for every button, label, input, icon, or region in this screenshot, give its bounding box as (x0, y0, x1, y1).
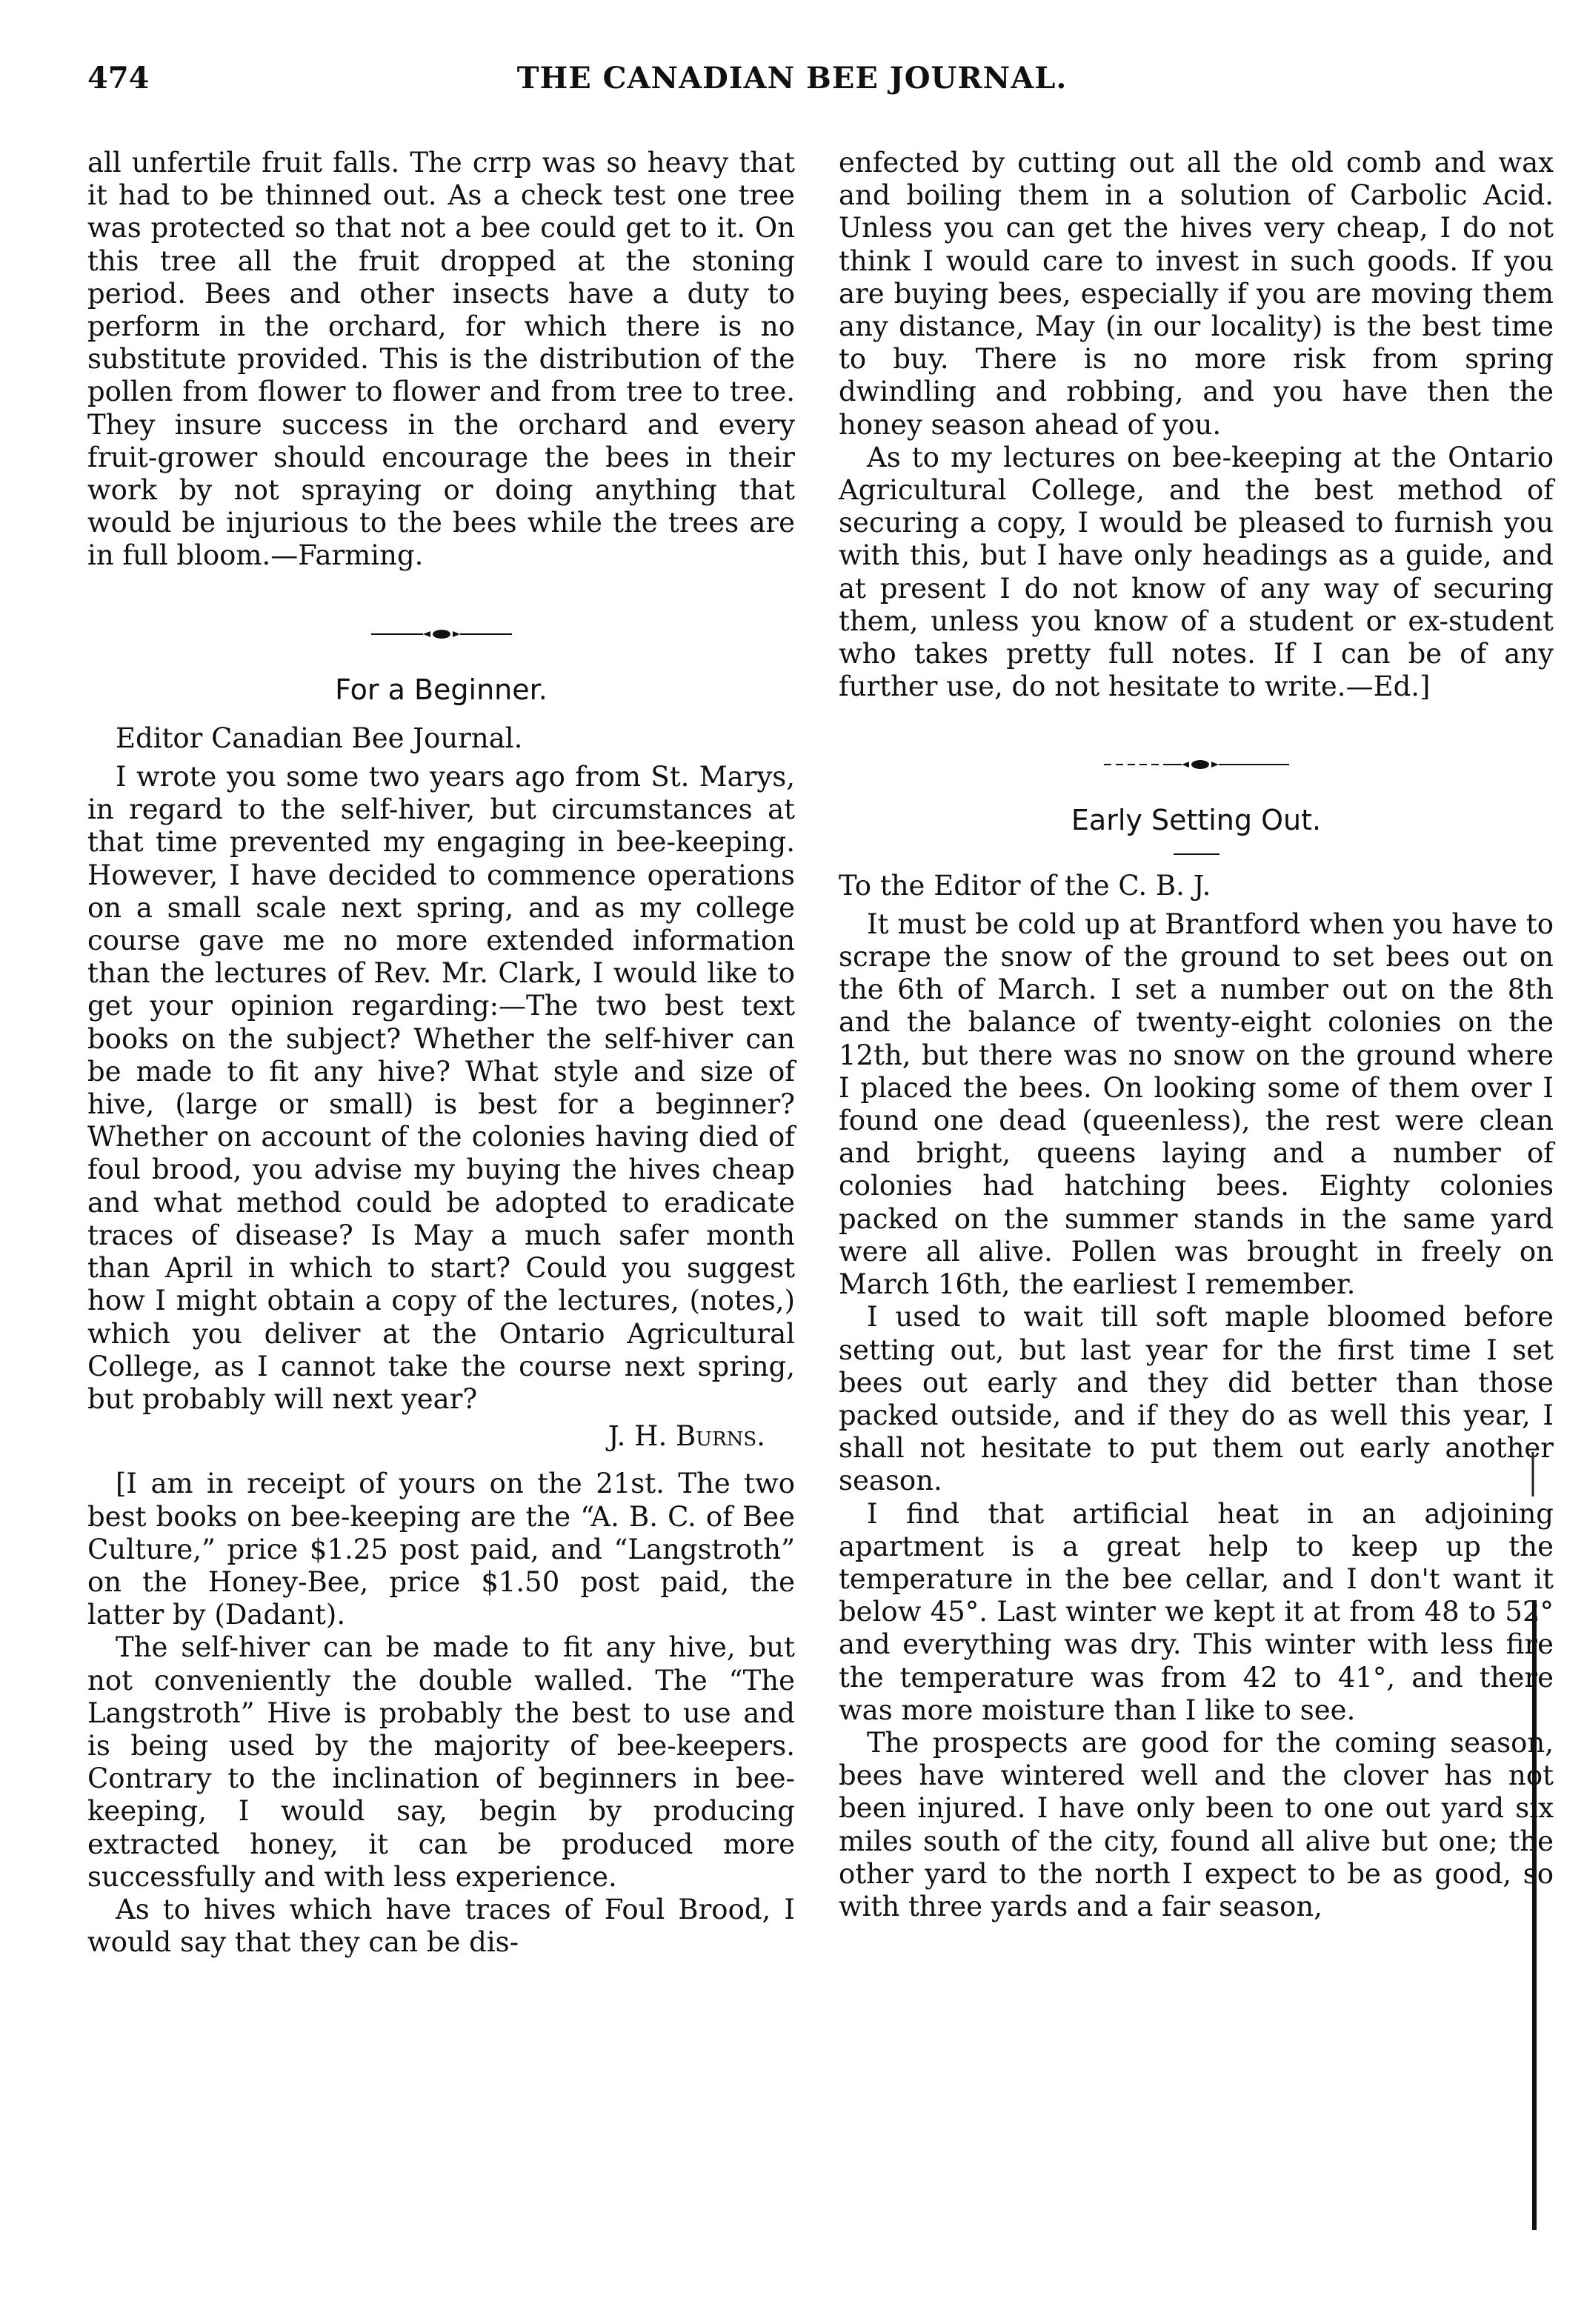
article-heading-beginner: For a Beginner. (335, 673, 548, 706)
section-divider-ornament (839, 746, 1554, 759)
letter-body: I wrote you some two years ago from St. Marys, in regard to the self-hiver, but circumstances at that time prevented my engaging in bee-keeping. However, I have decided to commence operations on a small scale next spring, and as my college course gave me no more extended information than the lectures of Rev. Mr. Clark, I would like to get your opinion regarding:—The two best text books on the subject? Whether the self-hiver can be made to fit any hive? What style and size of hive, (large or small) is best for a beginner? Whether on account of the colonies having died of foul brood, you advise my buying the hives cheap and what method could be adopted to eradicate traces of disease? Is May a much safer month than April in which to start? Could you suggest how I might obtain a copy of the lectures, (notes,) which you deliver at the Ontario Agricultural College, as I cannot take the course next spring, but probably will next year? (87, 761, 795, 1415)
letter-signature: J. H. Burns. (608, 1420, 765, 1453)
print-bleed-marks (1526, 1452, 1537, 2230)
letter-paragraph: The prospects are good for the coming season, bees have wintered well and the clover has not been injured. I have only been to one out yard six miles south of the city, found all alive but one; the other yard to the north I expect to be as good, so with three yards and a fair season, (839, 1726, 1554, 1922)
editor-reply-foul-brood: As to hives which have traces of Foul Brood, I would say that they can be dis- (87, 1893, 795, 1959)
ornament-rule-icon (1104, 758, 1289, 771)
left-column (87, 147, 795, 1959)
section-divider-ornament (87, 616, 795, 629)
continued-reply-paragraph: enfected by cutting out all the old comb and wax and boiling them in a solution of Carbolic Acid. Unless you can get the hives very cheap, I do not think I would care to invest in such goods. If you are buying bees, especially if you are moving them any distance, May (in our locality) is the best time to buy. There is no more risk from spring dwindling and robbing, and you have then the honey season ahead of you. (839, 147, 1554, 441)
article-heading-early-setting-out: Early Setting Out. (1071, 804, 1322, 837)
right-column (839, 147, 1554, 1923)
letter-paragraph: It must be cold up at Brantford when you have to scrape the snow of the ground to set bees out on the 6th of March. I set a number out on the 8th and the balance of twenty-eight colonies on the 12th, but there was no snow on the ground where I placed the bees. On looking some of them over I found one dead (queenless), the rest were clean and bright, queens laying and a number of colonies had hatching bees. Eighty colonies packed on the summer stands in the same yard were all alive. Pollen was brought in freely on March 16th, the earliest I remember. (839, 908, 1554, 1301)
editor-reply-lectures: As to my lectures on bee-keeping at the Ontario Agricultural College, and the best method of securing a copy, I would be pleased to furnish you with this, but I have only headings as a guide, and at present I do not know of any way of securing them, unless you know of a student or ex-student who takes pretty full notes. If I can be of any further use, do not hesitate to write.—Ed.] (839, 441, 1554, 703)
editor-reply-hives: The self-hiver can be made to fit any hive, but not conveniently the double walled. The “The Langstroth” Hive is probably the best to use and is being used by the majority of bee-keepers. Contrary to the inclination of beginners in bee-keeping, I would say, begin by producing extracted honey, it can be produced more successfully and with less experience. (87, 1631, 795, 1893)
continued-paragraph: all unfertile fruit falls. The crrp was so heavy that it had to be thinned out. As a check test one tree was protected so that not a bee could get to it. On this tree all the fruit dropped at the stoning period. Bees and other insects have a duty to perform in the orchard, for which there is no substitute provided. This is the distribution of the pollen from flower to flower and from tree to tree. They insure success in the orchard and every fruit-grower should encourage the bees in their work by not spraying or doing anything that would be injurious to the bees while the trees are in full bloom.—Farming. (87, 147, 795, 572)
letter-paragraph: I used to wait till soft maple bloomed before setting out, but last year for the first time I set bees out early and they did better than those packed outside, and if they do as well this year, I shall not hesitate to put them out early another season. (839, 1301, 1554, 1497)
editor-reply-books: [I am in receipt of yours on the 21st. The two best books on bee-keeping are the “A. B. C. of Bee Culture,” price $1.25 post paid, and “Langstroth” on the Honey-Bee, price $1.50 post paid, the latter by (Dadant). (87, 1468, 795, 1631)
page-number: 474 (87, 61, 150, 96)
letter-salutation: Editor Canadian Bee Journal. (116, 722, 523, 754)
letter-paragraph: I find that artificial heat in an adjoining apartment is a great help to keep up the temperature in the bee cellar, and I don't want it below 45°. Last winter we kept it at from 48 to 52° and everything was dry. This winter with less fire the temperature was from 42 to 41°, and there was more moisture than I like to see. (839, 1497, 1554, 1726)
letter-salutation: To the Editor of the C. B. J. (839, 869, 1211, 902)
heading-underline (1174, 853, 1219, 855)
journal-title: THE CANADIAN BEE JOURNAL. (516, 61, 1068, 96)
ornament-rule-icon (371, 627, 512, 641)
page-header (87, 61, 1497, 113)
